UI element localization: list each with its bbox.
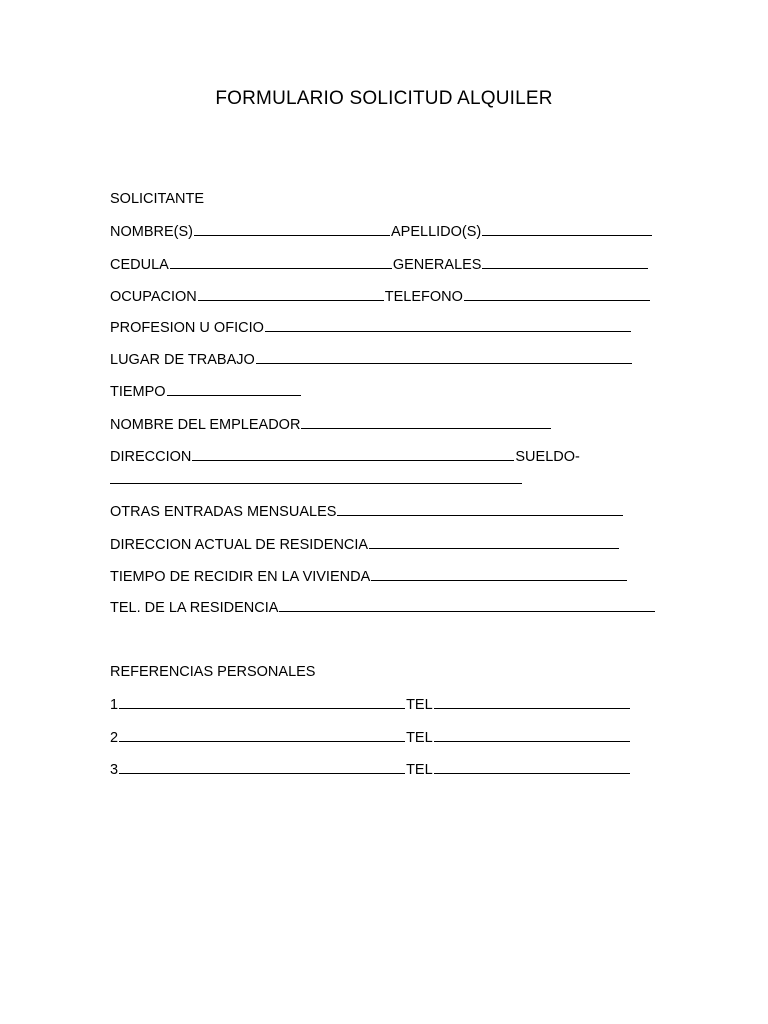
section-heading-applicant — [110, 189, 204, 209]
tiempo-vivienda-label: TIEMPO DE RECIDIR EN LA VIVIENDA — [110, 569, 371, 585]
direccion-label: DIRECCION — [110, 449, 192, 465]
lugar-trabajo-field[interactable] — [256, 350, 632, 364]
apellido-field[interactable] — [482, 222, 652, 236]
cedula-label: CEDULA — [110, 257, 169, 273]
profesion-field[interactable] — [265, 318, 631, 332]
row-sueldo-continuation — [110, 470, 523, 490]
row-ocupacion-telefono — [110, 287, 651, 307]
row-direccion-sueldo — [110, 447, 580, 467]
reference-name-field[interactable] — [119, 695, 405, 709]
generales-field[interactable] — [482, 255, 648, 269]
section-label: SOLICITANTE — [110, 191, 204, 207]
reference-name-field[interactable] — [119, 728, 405, 742]
sueldo-field[interactable] — [110, 470, 522, 484]
otras-entradas-label: OTRAS ENTRADAS MENSUALES — [110, 504, 337, 520]
direccion-field[interactable] — [192, 447, 514, 461]
empleador-field[interactable] — [301, 415, 551, 429]
section-label: REFERENCIAS PERSONALES — [110, 664, 316, 680]
direccion-actual-field[interactable] — [369, 535, 619, 549]
nombre-field[interactable] — [194, 222, 390, 236]
tel-residencia-field[interactable] — [279, 598, 655, 612]
otras-entradas-field[interactable] — [337, 502, 623, 516]
reference-tel-label: TEL — [406, 730, 433, 746]
direccion-actual-label: DIRECCION ACTUAL DE RESIDENCIA — [110, 537, 369, 553]
cedula-field[interactable] — [170, 255, 392, 269]
apellido-label: APELLIDO(S) — [390, 224, 482, 240]
lugar-trabajo-label: LUGAR DE TRABAJO — [110, 352, 255, 368]
telefono-field[interactable] — [464, 287, 650, 301]
sueldo-label: SUELDO- — [515, 449, 580, 465]
reference-number: 2 — [110, 730, 119, 746]
tel-residencia-label: TEL. DE LA RESIDENCIA — [110, 600, 279, 616]
ocupacion-label: OCUPACION — [110, 289, 197, 305]
empleador-label: NOMBRE DEL EMPLEADOR — [110, 417, 301, 433]
row-tiempo — [110, 382, 302, 402]
reference-tel-field[interactable] — [434, 728, 630, 742]
row-cedula-generales — [110, 255, 649, 275]
profesion-label: PROFESION U OFICIO — [110, 320, 264, 336]
telefono-label: TELEFONO — [384, 289, 463, 305]
row-direccion-actual — [110, 535, 620, 555]
generales-label: GENERALES — [392, 257, 482, 273]
row-lugar-trabajo — [110, 350, 633, 370]
reference-row — [110, 695, 631, 715]
nombre-label: NOMBRE(S) — [110, 224, 193, 240]
row-empleador — [110, 415, 552, 435]
reference-number: 1 — [110, 697, 119, 713]
reference-tel-label: TEL — [406, 762, 433, 778]
reference-number: 3 — [110, 762, 119, 778]
reference-tel-label: TEL — [406, 697, 433, 713]
reference-row — [110, 760, 631, 780]
reference-tel-field[interactable] — [434, 760, 630, 774]
ocupacion-field[interactable] — [198, 287, 384, 301]
tiempo-vivienda-field[interactable] — [371, 567, 627, 581]
row-tel-residencia — [110, 598, 656, 618]
page-title: FORMULARIO SOLICITUD ALQUILER — [215, 88, 553, 109]
row-otras-entradas — [110, 502, 624, 522]
row-nombre-apellido — [110, 222, 653, 242]
tiempo-field[interactable] — [167, 382, 301, 396]
row-profesion — [110, 318, 632, 338]
reference-name-field[interactable] — [119, 760, 405, 774]
reference-row — [110, 728, 631, 748]
section-heading-references — [110, 662, 315, 682]
reference-tel-field[interactable] — [434, 695, 630, 709]
row-tiempo-vivienda — [110, 567, 628, 587]
tiempo-label: TIEMPO — [110, 384, 166, 400]
